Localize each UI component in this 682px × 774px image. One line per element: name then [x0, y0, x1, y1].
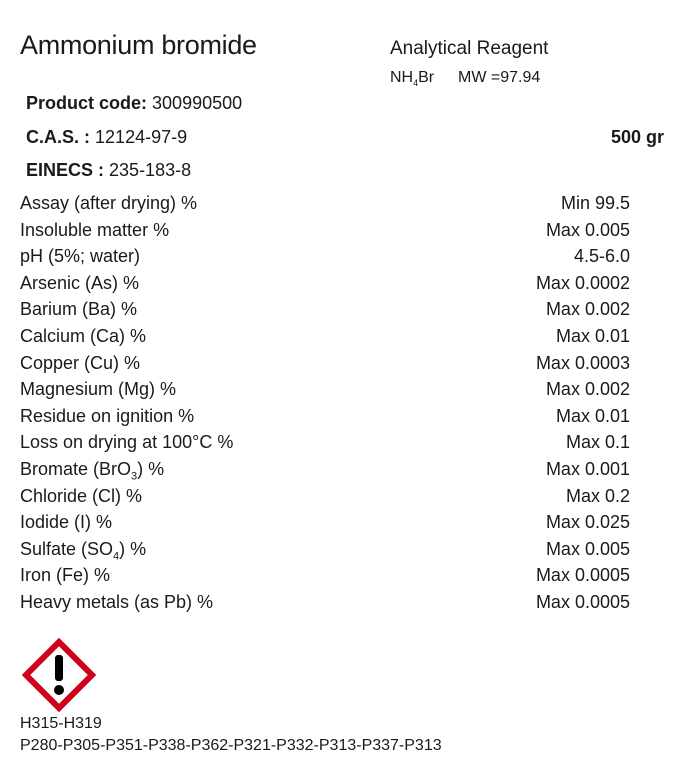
spec-row [20, 326, 630, 352]
einecs-number [26, 160, 191, 181]
spec-value: Max 0.0005 [535, 592, 630, 612]
hazard-statements: H315-H319 [20, 715, 102, 732]
spec-name: Iodide (I) % [20, 512, 113, 533]
spec-name: Insoluble matter % [20, 219, 170, 240]
spec-row [20, 432, 630, 458]
spec-row [20, 379, 630, 405]
spec-row [20, 193, 630, 219]
spec-name: pH (5%; water) [20, 246, 141, 267]
product-code [26, 93, 242, 114]
spec-row [20, 565, 630, 591]
package-quantity: 500 gr [610, 127, 664, 147]
spec-value: Max 0.002 [545, 299, 630, 320]
product-code-label: Product code: [26, 93, 148, 113]
spec-value: Max 0.01 [555, 326, 630, 346]
spec-row [20, 353, 630, 379]
spec-name: Barium (Ba) % [20, 299, 138, 320]
product-code-value: 300990500 [152, 93, 243, 113]
spec-name: Residue on ignition % [20, 405, 195, 426]
precautionary-statements: P280-P305-P351-P338-P362-P321-P332-P313-P337-P313 [20, 737, 442, 754]
spec-value: Max 0.001 [545, 459, 630, 479]
spec-value: Max 0.025 [545, 512, 630, 533]
spec-name: Sulfate $(SO_4)$ % [20, 538, 147, 563]
spec-value: 4.5-6.0 [573, 246, 630, 267]
einecs-label: EINECS : [26, 160, 105, 180]
spec-row [20, 406, 630, 432]
spec-value: Max 0.0003 [535, 352, 630, 373]
molecular-weight: MW =97.94 [458, 69, 541, 86]
product-name: Ammonium bromide [20, 30, 257, 60]
cas-label: C.A.S. : [26, 127, 91, 147]
spec-name: Bromate (BrO$_3$) % [20, 459, 165, 483]
spec-value: Max 0.0002 [535, 272, 630, 293]
einecs-value: 235-183-8 [109, 160, 192, 180]
spec-row [20, 246, 630, 272]
spec-name: Heavy metals (as Pb) % [20, 592, 214, 612]
spec-row [20, 299, 630, 325]
cas-number [26, 127, 187, 148]
grade-label: Analytical Reagent [390, 38, 549, 59]
spec-value: Max 0.2 [565, 485, 630, 506]
spec-value: Max 0.0005 [535, 565, 630, 586]
spec-name: Loss on drying at 100°C % [20, 432, 234, 453]
spec-value: Max 0.005 [545, 538, 630, 559]
cas-value: 12124-97-9 [95, 127, 188, 147]
exclamation-mark-icon [22, 638, 96, 712]
spec-name: Iron (Fe) % [20, 565, 111, 586]
spec-name: Assay (after drying) % [20, 193, 198, 213]
spec-row [20, 539, 630, 565]
spec-value: Max 0.002 [545, 379, 630, 400]
spec-name: Chloride (Cl) % [20, 485, 143, 506]
spec-value: Min 99.5 [560, 193, 630, 213]
spec-row [20, 592, 630, 618]
spec-row [20, 512, 630, 538]
chemical-formula: $NH_4Br$ [390, 69, 435, 89]
spec-value: Max 0.005 [545, 219, 630, 240]
spec-name: Calcium (Ca) % [20, 326, 147, 346]
spec-row [20, 273, 630, 299]
spec-name: Arsenic (As) % [20, 272, 140, 293]
spec-name: Copper (Cu) % [20, 352, 141, 373]
spec-row [20, 459, 630, 485]
spec-row [20, 220, 630, 246]
spec-row [20, 486, 630, 512]
spec-value: Max 0.01 [555, 405, 630, 426]
spec-name: Magnesium (Mg) % [20, 379, 177, 400]
spec-value: Max 0.1 [565, 432, 630, 453]
